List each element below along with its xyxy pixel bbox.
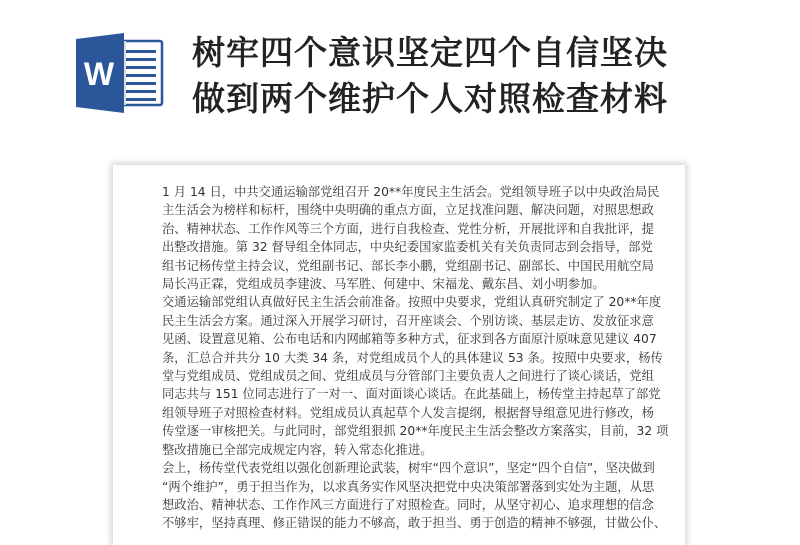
word-document-icon <box>76 33 166 113</box>
document-body <box>162 183 669 533</box>
body-text-line: 治、精神状态、工作作风等三个方面，进行自我检查、党性分析，开展批评和自我批评，提 <box>162 221 654 236</box>
body-text-line: 整改措施已全部完成规定内容，转入常态化推进。 <box>162 442 433 457</box>
body-text-line: 传堂逐一审核把关。与此同时，部党组狠抓 20**年度民主生活会整改方案落实，目前，32 项 <box>162 424 669 439</box>
body-text-line: 想政治、精神状态、工作作风三方面进行了对照检查。同时，从坚守初心、追求理想的信念 <box>162 497 654 512</box>
body-text-line: 堂与党组成员、党组成员之间、党组成员与分管部门主要负责人之间进行了谈心谈话，党组 <box>162 369 654 384</box>
body-text-line: “两个维护”，勇于担当作为，以求真务实作风坚决把党中央决策部署落到实处为主题，从思 <box>162 479 655 494</box>
body-text-line: 局长冯正霖，党组成员李建波、马军胜、何建中、宋福龙、戴东昌、刘小明参加。 <box>162 277 605 292</box>
body-text-line: 1 月 14 日，中共交通运输部党组召开 20**年度民主生活会。党组领导班子以中央政治局民 <box>162 185 660 199</box>
body-text-line: 主生活会为榜样和标杆，围绕中央明确的重点方面，立足找准问题、解决问题，对照思想政 <box>162 203 654 218</box>
body-text-line: 组书记杨传堂主持会议，党组副书记、部长李小鹏，党组副书记、副部长、中国民用航空局 <box>162 258 654 273</box>
body-text-line: 条，汇总合并共分 10 大类 34 条，对党组成员个人的具体建议 53 条。按照中央要求，杨传 <box>162 350 663 365</box>
icon-letter: W <box>83 56 115 92</box>
title-line: 做到两个维护个人对照检查材料 <box>192 79 668 118</box>
body-text-line: 见函、设置意见箱、公布电话和内网邮箱等多种方式，征求到各方面原汁原味意见建议 407 <box>162 332 657 347</box>
body-text-line: 组领导班子对照检查材料。党组成员认真起草个人发言提纲，根据督导组意见进行修改，杨 <box>162 405 654 420</box>
body-text-line: 不够牢，坚持真理、修正错误的能力不够高，敢于担当、勇于创造的精神不够强，甘做公仆、 <box>162 516 667 531</box>
title-line: 树牢四个意识坚定四个自信坚决 <box>192 33 668 72</box>
body-text-line: 会上，杨传堂代表党组以强化创新理论武装，树牢“四个意识”，坚定“四个自信”，坚决做到 <box>162 461 655 476</box>
body-text-line: 同志共与 151 位同志进行了一对一、面对面谈心谈话。在此基础上，杨传堂主持起草了部党 <box>162 387 661 402</box>
document-title <box>192 30 668 122</box>
body-text-line: 交通运输部党组认真做好民主生活会前准备。按照中央要求，党组认真研究制定了 20**年度 <box>162 295 662 310</box>
body-text-line: 出整改措施。第 32 督导组全体同志，中央纪委国家监委机关有关负责同志到会指导，部党 <box>162 240 653 255</box>
body-text-line: 民主生活会方案。通过深入开展学习研讨，召开座谈会、个别访谈、基层走访、发放征求意 <box>162 313 654 328</box>
